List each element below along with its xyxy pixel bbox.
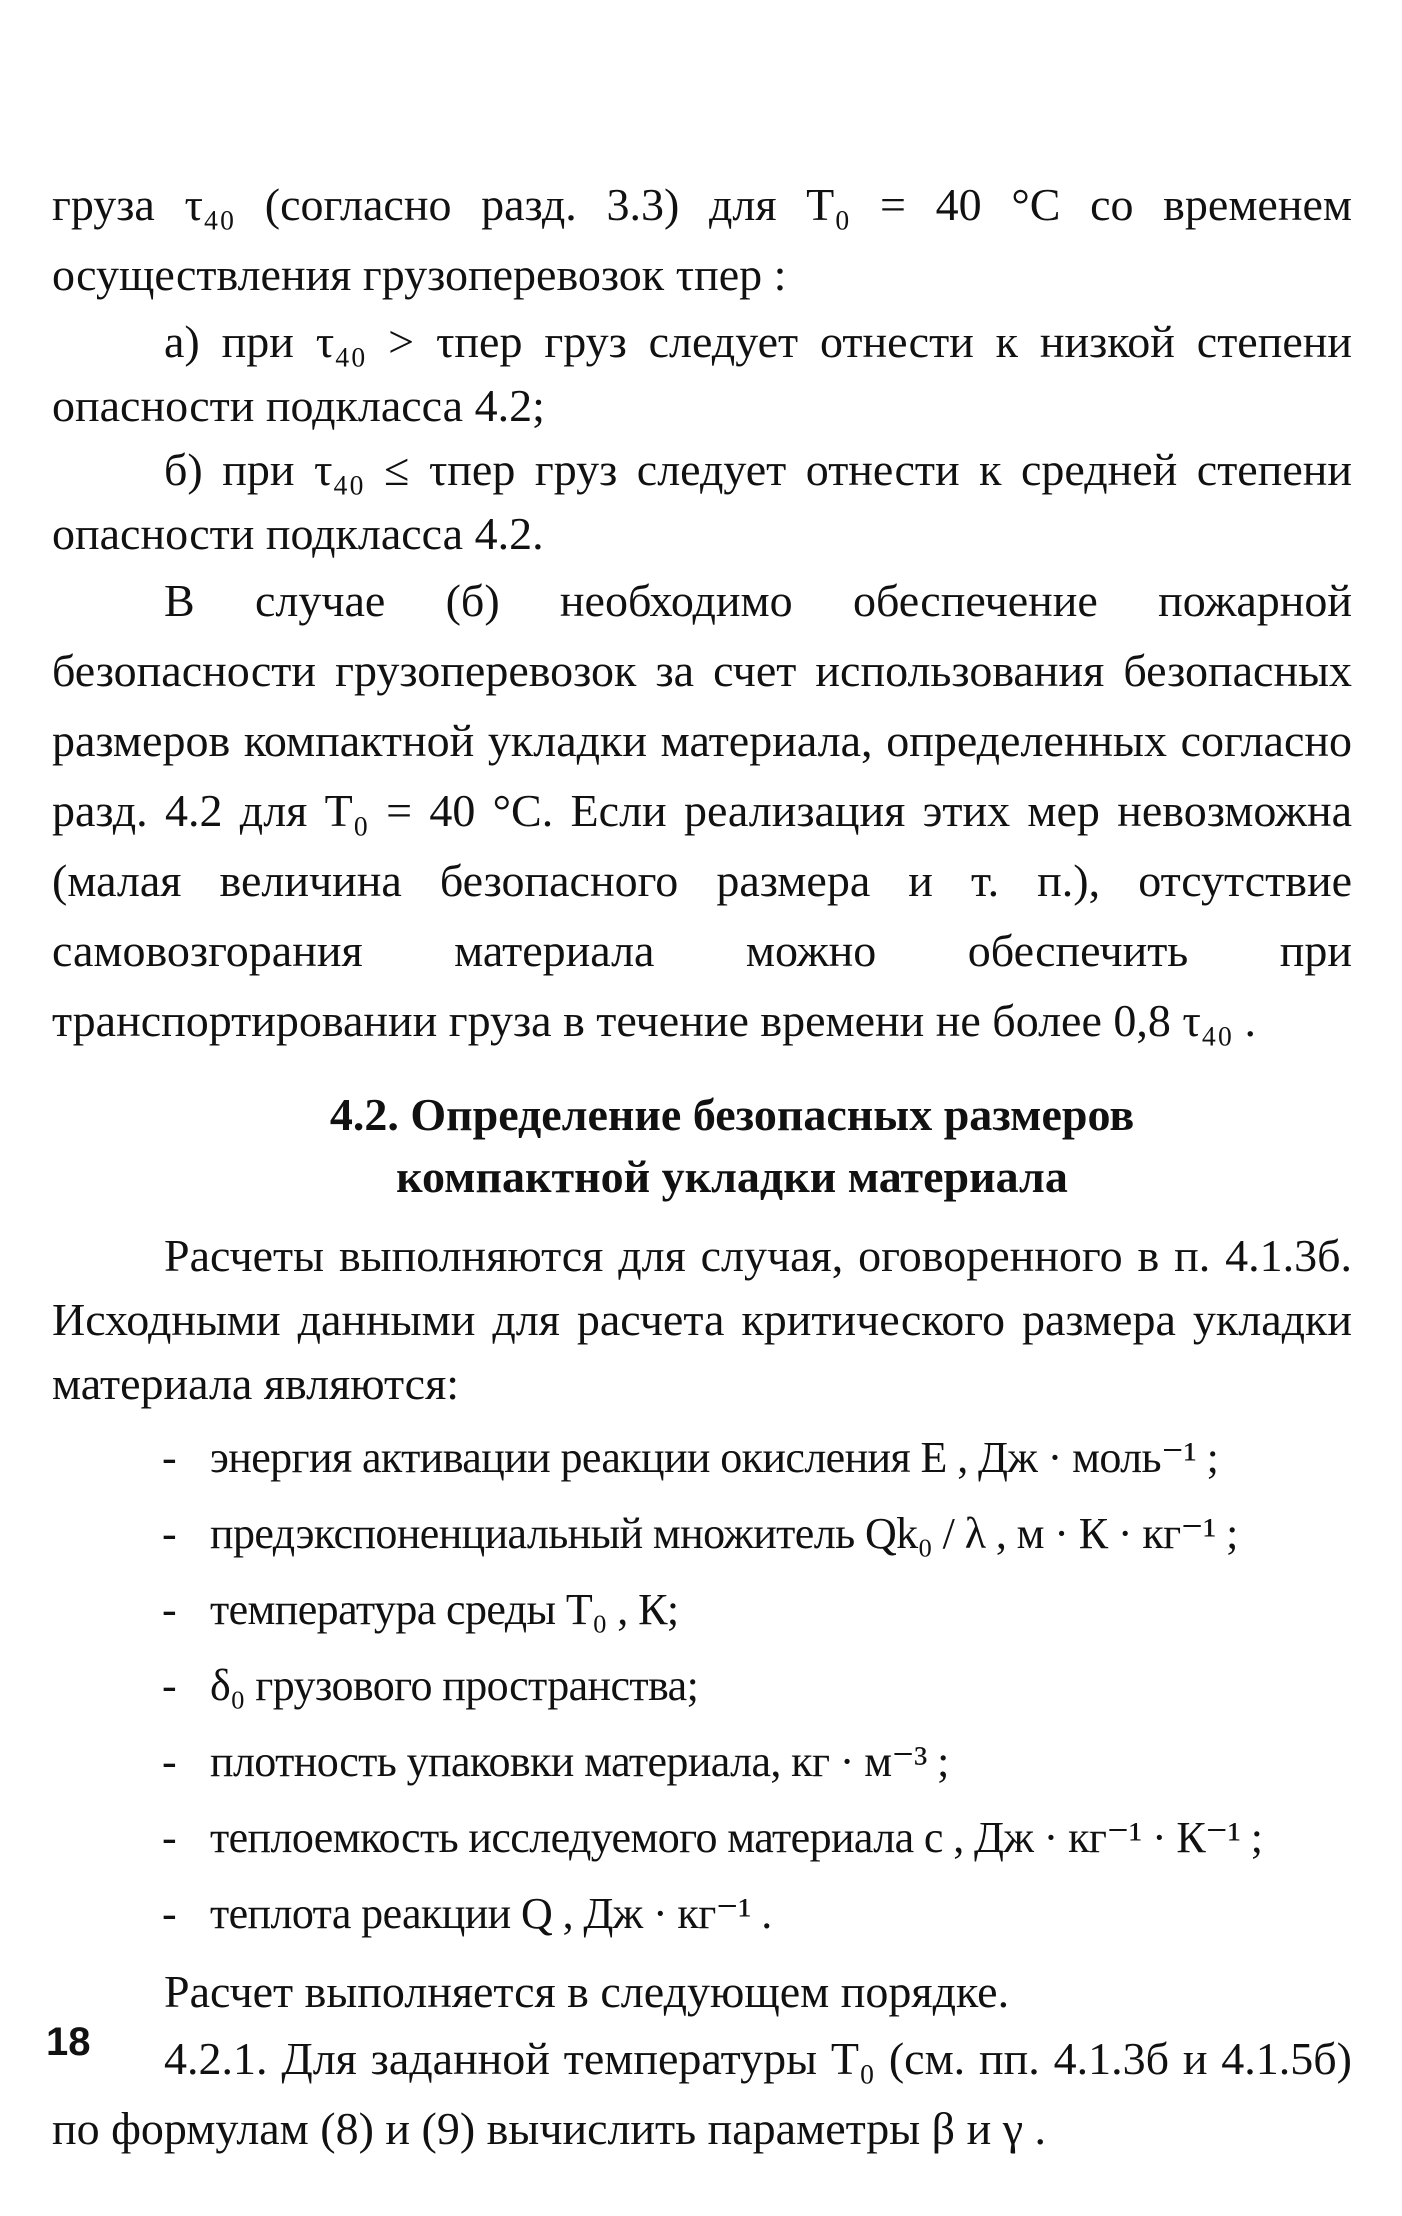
intro-paragraph: груза τ₄₀ (согласно разд. 3.3) для T₀ = 40 °C со временем осуществления грузоперевозок τпер :	[52, 179, 1352, 300]
page-content	[52, 170, 1352, 2164]
list-item	[162, 1648, 1352, 1724]
calc-paragraph: Расчеты выполняются для случая, оговоренного в п. 4.1.3б. Исходными данными для расчета критического размера укладки материала являются:	[52, 1230, 1352, 1409]
order-paragraph: Расчет выполняется в следующем порядке.	[164, 1966, 1010, 2017]
list-dash: -	[162, 1737, 177, 1786]
list-dash: -	[162, 1509, 177, 1558]
list-dash: -	[162, 1889, 177, 1938]
list-item	[162, 1572, 1352, 1648]
param-text: плотность упаковки материала, кг · м⁻³ ;	[210, 1737, 949, 1786]
case-b-paragraph: В случае (б) необходимо обеспечение пожарной безопасности грузоперевозок за счет использования безопасных размеров компактной укладки материала, определенных согласно разд. 4.2 для T₀ = 40 °C. Если реализация этих мер невозможна (малая величина безопасного размера и т. п.), отсутствие самовозгорания материала можно обеспечить при транспортировании груза в течение времени не более 0,8 τ₄₀ .	[52, 575, 1352, 1046]
list-dash: -	[162, 1813, 177, 1862]
list-dash: -	[162, 1433, 177, 1482]
list-item	[162, 1724, 1352, 1800]
param-text: δ₀ грузового пространства;	[210, 1661, 699, 1710]
list-item	[162, 1800, 1352, 1876]
list-dash: -	[162, 1585, 177, 1634]
param-text: температура среды T₀ , К;	[210, 1585, 679, 1634]
param-text: предэкспоненциальный множитель Qk₀ / λ , м · К · кг⁻¹ ;	[210, 1509, 1238, 1558]
section-title-line-1: 4.2. Определение безопасных размеров	[329, 1089, 1135, 1140]
list-dash: -	[162, 1661, 177, 1710]
step-4-2-1-paragraph: 4.2.1. Для заданной температуры T₀ (см. пп. 4.1.3б и 4.1.5б) по формулам (8) и (9) вычислить параметры β и γ .	[52, 2033, 1352, 2154]
section-title-line-2: компактной укладки материала	[396, 1151, 1068, 1202]
list-item	[162, 1496, 1352, 1572]
list-item	[162, 1420, 1352, 1496]
section-heading	[52, 1084, 1352, 1208]
item-b: б) при τ₄₀ ≤ τпер груз следует отнести к средней степени опасности подкласса 4.2.	[52, 444, 1352, 559]
list-item	[162, 1876, 1352, 1952]
parameter-list	[52, 1420, 1352, 1952]
param-text: теплоемкость исследуемого материала c , Дж · кг⁻¹ · К⁻¹ ;	[210, 1813, 1263, 1862]
page-number: 18	[46, 2020, 91, 2064]
item-a: а) при τ₄₀ > τпер груз следует отнести к низкой степени опасности подкласса 4.2;	[52, 316, 1352, 431]
param-text: теплота реакции Q , Дж · кг⁻¹ .	[210, 1889, 772, 1938]
param-text: энергия активации реакции окисления E , Дж · моль⁻¹ ;	[210, 1433, 1219, 1482]
